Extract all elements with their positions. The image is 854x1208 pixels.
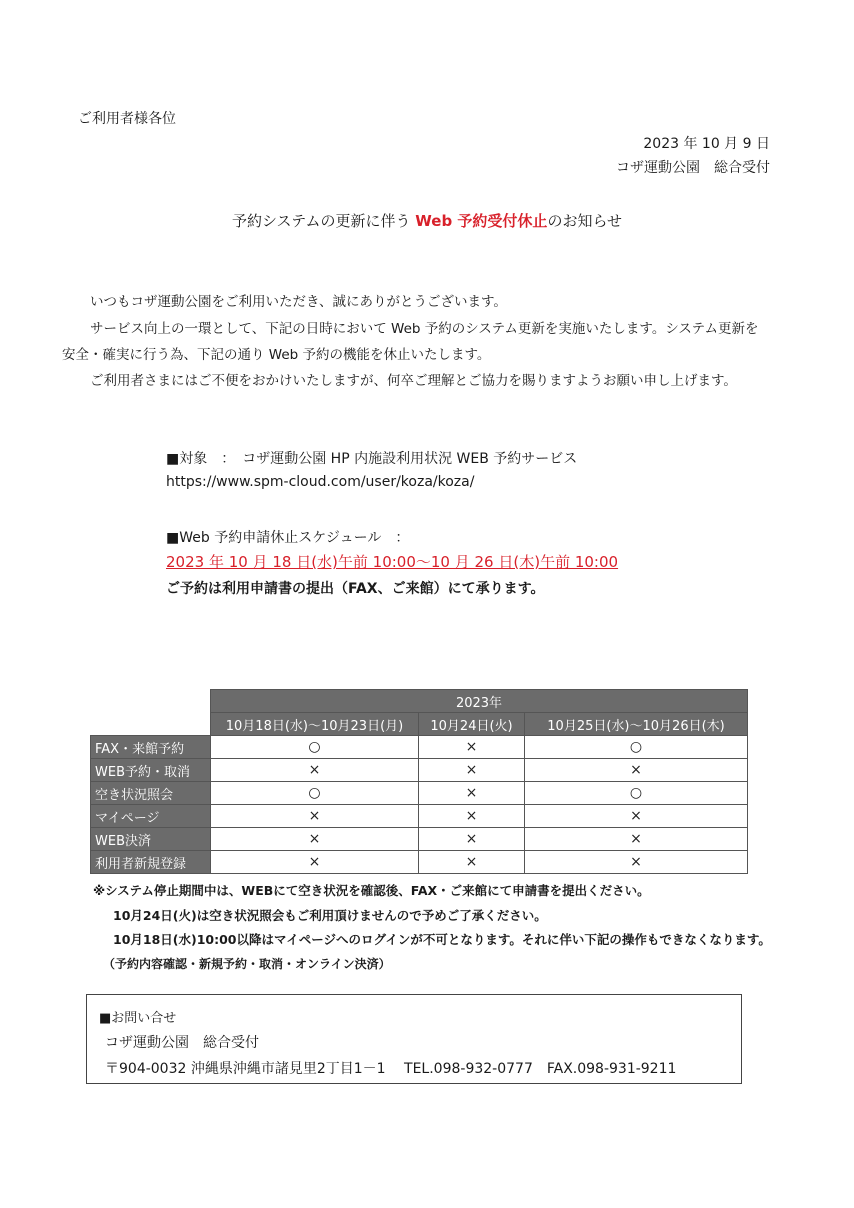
notice-title (0, 210, 854, 231)
table-row (91, 851, 748, 874)
status-cell: × (211, 828, 419, 851)
note-3: 10月18日(水)10:00以降はマイページへのログインが不可となります。それに伴い下記の操作もできなくなります。 (113, 932, 771, 947)
status-cell: × (525, 851, 748, 874)
title-prefix: 予約システムの更新に伴う (232, 212, 416, 230)
table-corner (91, 713, 211, 736)
row-header: 空き状況照会 (91, 782, 211, 805)
column-header: 10月24日(火) (419, 713, 525, 736)
table-row (91, 828, 748, 851)
status-cell: × (211, 851, 419, 874)
status-cell: ○ (211, 782, 419, 805)
table-corner (91, 690, 211, 713)
addressee: ご利用者様各位 (78, 111, 176, 127)
row-header: マイページ (91, 805, 211, 828)
note-2: 10月24日(火)は空き状況照会もご利用頂けませんので予めご了承ください。 (113, 908, 547, 923)
table-year: 2023年 (211, 690, 748, 713)
status-cell: × (419, 805, 525, 828)
body-paragraph-3: 安全・確実に行う為、下記の通り Web 予約の機能を休止いたします。 (62, 347, 491, 363)
status-cell: × (525, 805, 748, 828)
column-header: 10月18日(水)～10月23日(月) (211, 713, 419, 736)
status-table (90, 689, 748, 874)
sender: コザ運動公園 総合受付 (616, 160, 770, 176)
status-cell: × (419, 782, 525, 805)
status-cell: × (525, 828, 748, 851)
row-header: FAX・来館予約 (91, 736, 211, 759)
status-cell: × (211, 759, 419, 782)
status-cell: × (525, 759, 748, 782)
row-header: WEB予約・取消 (91, 759, 211, 782)
column-header: 10月25日(水)～10月26日(木) (525, 713, 748, 736)
status-cell: × (419, 759, 525, 782)
title-suffix: のお知らせ (547, 212, 622, 230)
note-1: ※システム停止期間中は、WEBにて空き状況を確認後、FAX・ご来館にて申請書を提出ください。 (93, 883, 650, 898)
table-row (91, 805, 748, 828)
table-header-row (91, 713, 748, 736)
contact-name: コザ運動公園 総合受付 (105, 1035, 259, 1051)
note-4: （予約内容確認・新規予約・取消・オンライン決済） (103, 957, 391, 971)
status-cell: ○ (525, 782, 748, 805)
schedule-note: ご予約は利用申請書の提出（FAX、ご来館）にて承ります。 (166, 581, 545, 597)
contact-address: 〒904-0032 沖縄県沖縄市諸見里2丁目1－1 TEL.098-932-0777 FAX.098-931-9211 (105, 1061, 677, 1077)
body-paragraph-2: サービス向上の一環として、下記の日時において Web 予約のシステム更新を実施いたします。システム更新を (90, 321, 759, 337)
schedule-period: 2023 年 10 月 18 日(水)午前 10:00～10 月 26 日(木)午前 10:00 (166, 553, 619, 571)
status-cell: × (211, 805, 419, 828)
document-date: 2023 年 10 月 9 日 (643, 136, 770, 152)
schedule-label: ■Web 予約申請休止スケジュール ： (166, 530, 410, 546)
status-cell: × (419, 851, 525, 874)
title-highlight: Web 予約受付休止 (415, 212, 548, 230)
body-paragraph-1: いつもコザ運動公園をご利用いただき、誠にありがとうございます。 (90, 294, 507, 310)
status-cell: ○ (211, 736, 419, 759)
body-paragraph-4: ご利用者さまにはご不便をおかけいたしますが、何卒ご理解とご協力を賜りますようお願い申し上げます。 (90, 373, 737, 389)
table-row (91, 759, 748, 782)
status-cell: ○ (525, 736, 748, 759)
table-row (91, 782, 748, 805)
table-row (91, 736, 748, 759)
status-cell: × (419, 828, 525, 851)
service-target: ■対象 ： コザ運動公園 HP 内施設利用状況 WEB 予約サービス (166, 451, 578, 467)
table-year-row (91, 690, 748, 713)
contact-title: ■お問い合せ (99, 1011, 177, 1026)
status-cell: × (419, 736, 525, 759)
contact-box (86, 994, 742, 1084)
row-header: 利用者新規登録 (91, 851, 211, 874)
service-url: https://www.spm-cloud.com/user/koza/koza/ (166, 474, 475, 490)
row-header: WEB決済 (91, 828, 211, 851)
